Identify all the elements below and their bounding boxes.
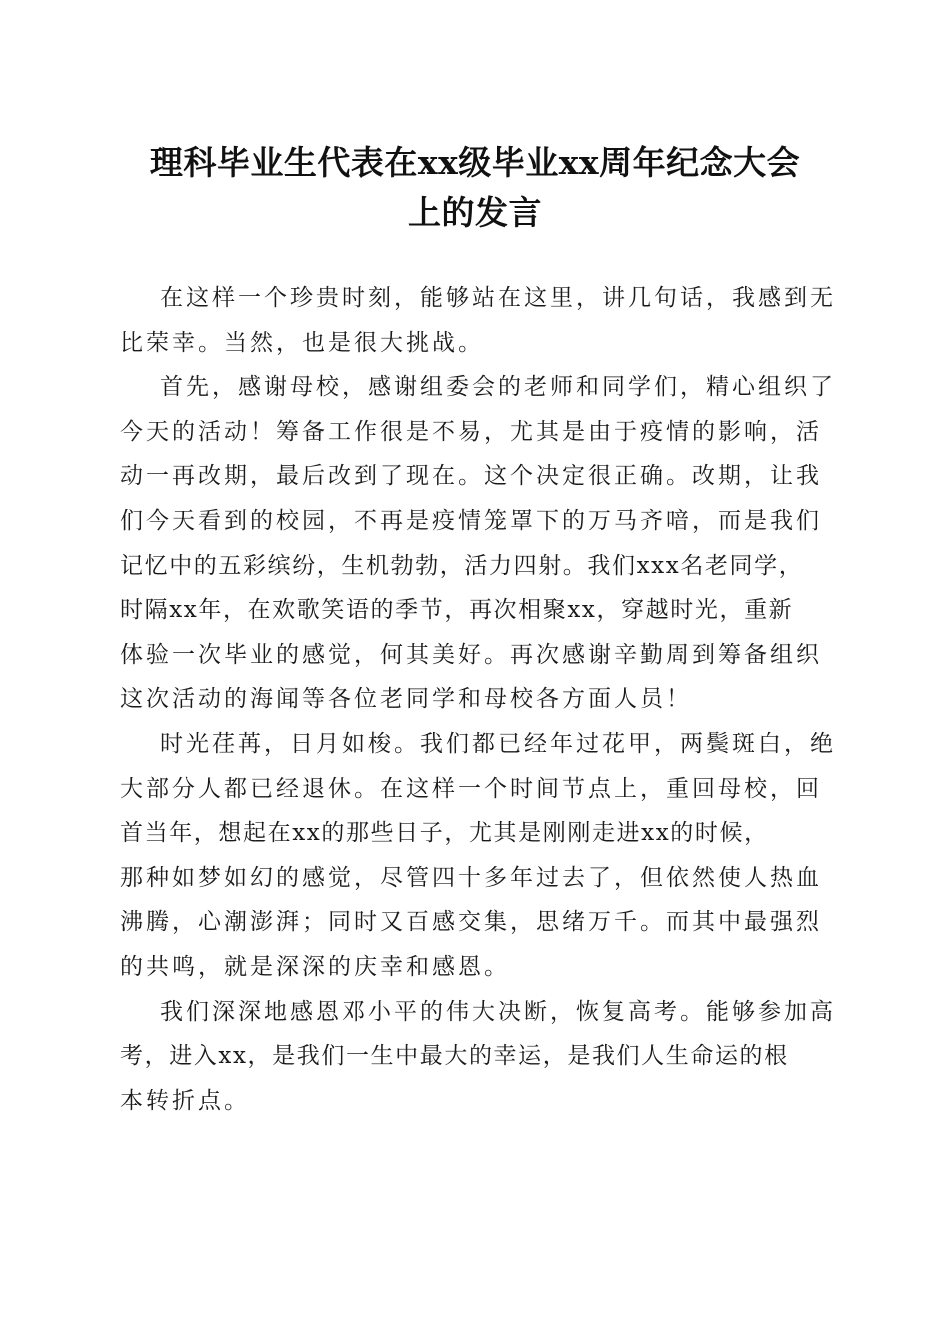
text-line: 时隔xx年，在欢歌笑语的季节，再次相聚xx，穿越时光，重新 — [120, 597, 794, 624]
text-line: 时光荏苒，日月如梭。我们都已经年过花甲，两鬓斑白，绝 — [160, 730, 836, 757]
document-title — [100, 138, 850, 238]
paragraph-3 — [120, 722, 838, 990]
paragraph-4 — [120, 990, 838, 1124]
text-line: 大部分人都已经退休。在这样一个时间节点上，重回母校，回 — [120, 775, 822, 802]
text-line: 今天的活动！筹备工作很是不易，尤其是由于疫情的影响，活 — [120, 418, 822, 445]
text-line: 在这样一个珍贵时刻，能够站在这里，讲几句话，我感到无 — [160, 285, 836, 311]
text-line: 那种如梦如幻的感觉，尽管四十多年过去了，但依然使人热血 — [120, 864, 822, 891]
text-line: 沸腾，心潮澎湃；同时又百感交集，思绪万千。而其中最强烈 — [120, 909, 822, 936]
document-body — [120, 276, 838, 1123]
title-line-2: 上的发言 — [408, 193, 542, 232]
paragraph-1 — [120, 276, 838, 365]
text-line: 们今天看到的校园，不再是疫情笼罩下的万马齐喑，而是我们 — [120, 507, 822, 534]
text-line: 首先，感谢母校，感谢组委会的老师和同学们，精心组织了 — [160, 374, 836, 401]
text-line: 考，进入xx，是我们一生中最大的幸运，是我们人生命运的根 — [120, 1043, 789, 1070]
text-line: 体验一次毕业的感觉，何其美好。再次感谢辛勤周到筹备组织 — [120, 641, 822, 668]
text-line: 比荣幸。当然，也是很大挑战。 — [120, 329, 484, 356]
text-line: 我们深深地感恩邓小平的伟大决断，恢复高考。能够参加高 — [160, 998, 836, 1025]
text-line: 首当年，想起在xx的那些日子，尤其是刚刚走进xx的时候， — [120, 820, 769, 847]
text-line: 这次活动的海闻等各位老同学和母校各方面人员！ — [120, 686, 692, 713]
title-line-1: 理科毕业生代表在xx级毕业xx周年纪念大会 — [149, 143, 801, 182]
paragraph-2 — [120, 365, 838, 722]
text-line: 的共鸣，就是深深的庆幸和感恩。 — [120, 953, 510, 980]
text-line: 本转折点。 — [120, 1087, 250, 1114]
text-line: 记忆中的五彩缤纷，生机勃勃，活力四射。我们xxx名老同学， — [120, 552, 804, 579]
text-line: 动一再改期，最后改到了现在。这个决定很正确。改期，让我 — [120, 463, 822, 490]
